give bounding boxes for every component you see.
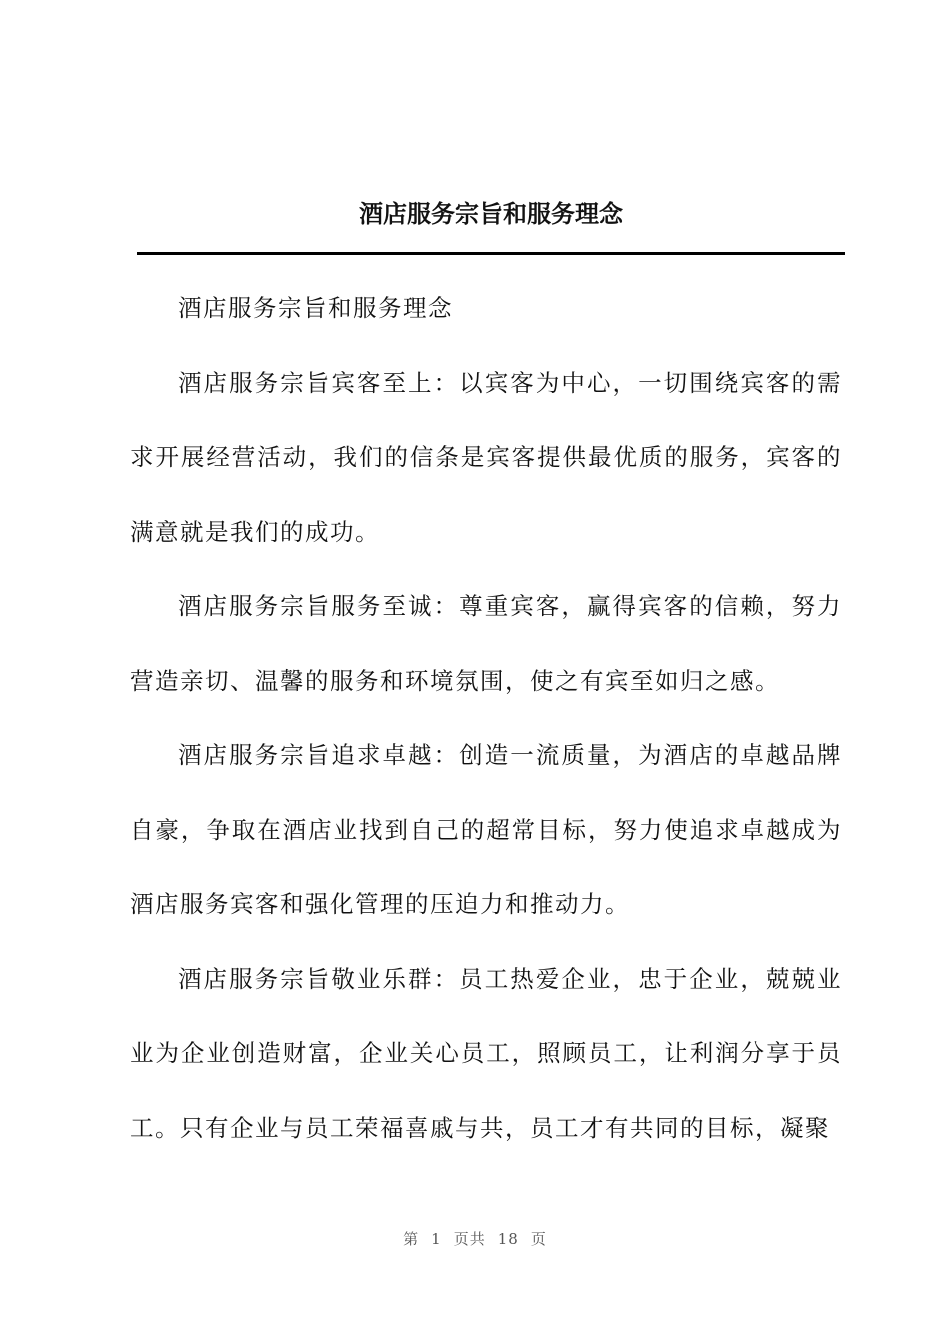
paragraph-guests-first: 酒店服务宗旨宾客至上：以宾客为中心，一切围绕宾客的需求开展经营活动，我们的信条是宾客提供最优质的服务，宾客的满意就是我们的成功。 bbox=[130, 368, 842, 546]
paragraph-sincere-service: 酒店服务宗旨服务至诚：尊重宾客，赢得宾客的信赖，努力营造亲切、温馨的服务和环境氛围，使之有宾至如归之感。 bbox=[130, 592, 842, 695]
title-divider bbox=[137, 252, 845, 255]
document-title: 酒店服务宗旨和服务理念 bbox=[359, 199, 623, 228]
paragraph-pursue-excellence: 酒店服务宗旨追求卓越：创造一流质量，为酒店的卓越品牌自豪，争取在酒店业找到自己的超常目标，努力使追求卓越成为酒店服务宾客和强化管理的压迫力和推动力。 bbox=[130, 741, 842, 918]
footer-mid: 页共 bbox=[453, 1230, 486, 1248]
footer-total-pages: 18 bbox=[497, 1230, 519, 1248]
footer-suffix: 页 bbox=[530, 1230, 547, 1248]
footer-page-number: 1 bbox=[431, 1230, 442, 1248]
footer-prefix: 第 bbox=[403, 1230, 420, 1248]
paragraph-heading: 酒店服务宗旨和服务理念 bbox=[178, 294, 453, 322]
page-footer bbox=[0, 1228, 950, 1249]
paragraph-dedication: 酒店服务宗旨敬业乐群：员工热爱企业，忠于企业，兢兢业业为企业创造财富，企业关心员工，照顾员工，让利润分享于员工。只有企业与员工荣福喜戚与共，员工才有共同的目标，凝聚 bbox=[130, 964, 842, 1142]
document-body bbox=[130, 271, 842, 1165]
